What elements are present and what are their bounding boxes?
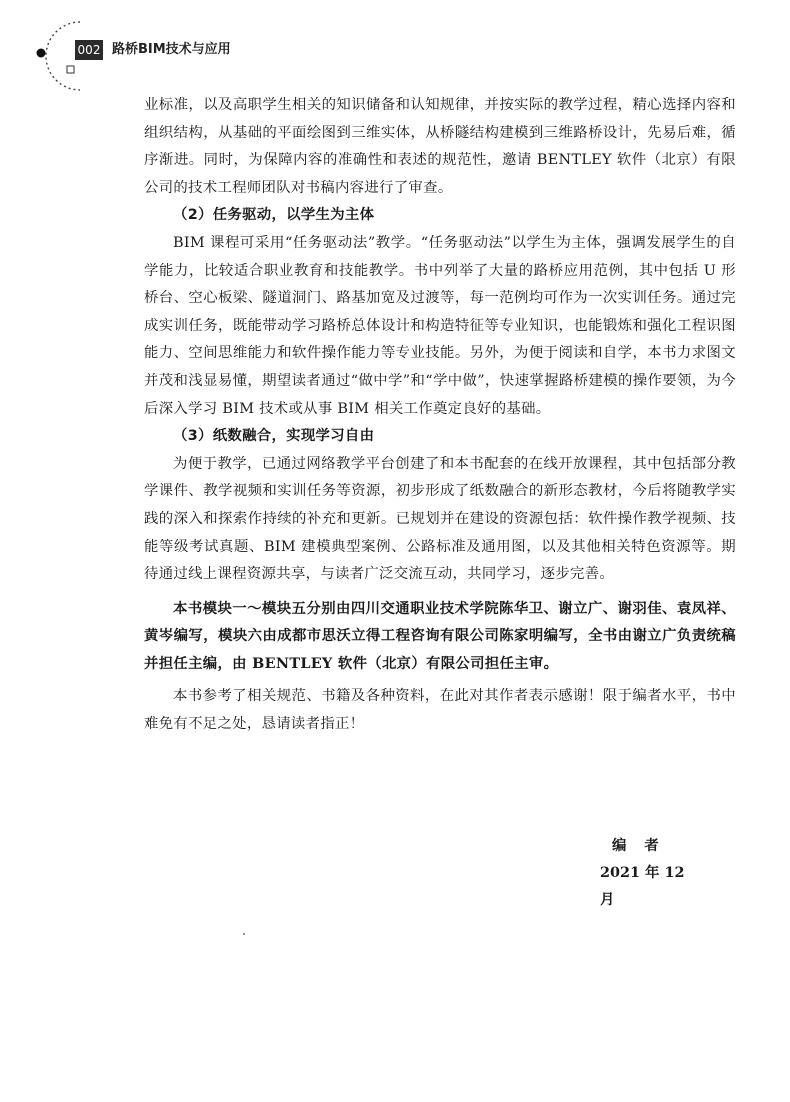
- paragraph-paper-digital: 为便于教学，已通过网络教学平台创建了和本书配套的在线开放课程，其中包括部分教学课件、教学视频和实训任务等资源，初步形成了纸数融合的新形态教材，今后将随教学实践的深入和探索作持续的补充和更新。已规划并在建设的资源包括：软件操作教学视频、技能等级考试真题、BIM 建模典型案例、公路标准及通用图，以及其他相关特色资源等。期待通过线上课程资源共享，与读者广泛交流互动，共同学习，逐步完善。: [144, 455, 736, 583]
- signature-block: [600, 832, 700, 913]
- page-number: 002: [75, 40, 103, 60]
- paragraph-thanks: 本书参考了相关规范、书籍及各种资料，在此对其作者表示感谢！限于编者水平，书中难免有不足之处，恳请读者指正！: [144, 688, 736, 733]
- small-square-icon: [67, 66, 74, 73]
- signature-author: 编者: [612, 837, 677, 854]
- scan-speck: [243, 933, 245, 935]
- body-text: [144, 92, 736, 739]
- section-heading-2: （2）任务驱动，以学生为主体: [173, 207, 375, 224]
- signature-date: 2021 年 12 月: [600, 864, 685, 908]
- paragraph-intro: 业标准，以及高职学生相关的知识储备和认知规律，并按实际的教学过程，精心选择内容和组织结构，从基础的平面绘图到三维实体，从桥隧结构建模到三维路桥设计，先易后难，循序渐进。同时，为保障内容的准确性和表述的规范性，邀请 BENTLEY 软件（北京）有限公司的技术工程师团队对书稿内容进行了审查。: [144, 97, 736, 196]
- bullet-dot-icon: [37, 49, 46, 58]
- paragraph-authors: 本书模块一～模块五分别由四川交通职业技术学院陈华卫、谢立广、谢羽佳、袁凤祥、黄岑编写，模块六由成都市思沃立得工程咨询有限公司陈家明编写，全书由谢立广负责统稿并担任主编，由 BENTLEY 软件（北京）有限公司担任主审。: [144, 599, 736, 672]
- running-title: 路桥BIM技术与应用: [112, 42, 231, 57]
- paragraph-task-driven: BIM 课程可采用“任务驱动法”教学。“任务驱动法”以学生为主体，强调发展学生的自学能力，比较适合职业教育和技能教学。书中列举了大量的路桥应用范例，其中包括 U 形桥台、空心板梁、隧道洞门、路基加宽及过渡等，每一范例均可作为一次实训任务。通过完成实训任务，既能带动学习路桥总体设计和构造特征等专业知识，也能锻炼和强化工程识图能力、空间思维能力和软件操作能力等专业技能。另外，为便于阅读和自学，本书力求图文并茂和浅显易懂，期望读者通过“做中学”和“学中做”，快速掌握路桥建模的操作要领，为今后深入学习 BIM 技术或从事 BIM 相关工作奠定良好的基础。: [144, 234, 736, 417]
- section-heading-3: （3）纸数融合，实现学习自由: [173, 428, 375, 445]
